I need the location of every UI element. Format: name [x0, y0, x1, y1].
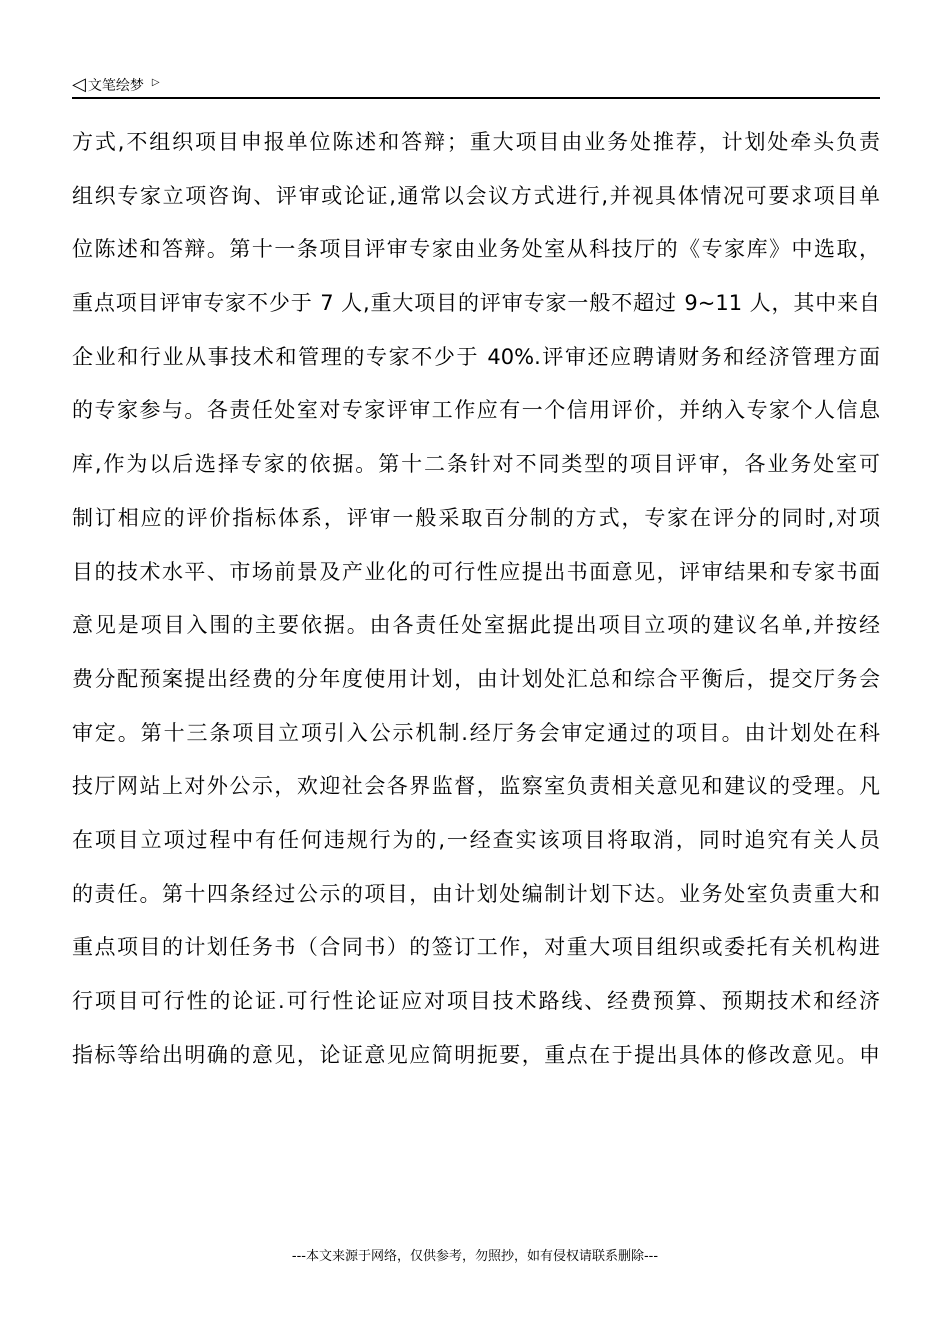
- page-header: [72, 72, 880, 98]
- body-line: 在项目立项过程中有任何违规行为的,一经查实该项目将取消，同时追究有关人员: [72, 827, 880, 852]
- body-line: 位陈述和答辩。第十一条项目评审专家由业务处室从科技厅的《专家库》中选取，: [72, 237, 880, 262]
- body-line: 重点项目评审专家不少于 7 人,重大项目的评审专家一般不超过 9~11 人，其中来自: [72, 291, 880, 316]
- body-line: 审定。第十三条项目立项引入公示机制.经厅务会审定通过的项目。由计划处在科: [72, 720, 880, 745]
- header-brand: 文笔绘梦: [87, 78, 144, 94]
- body-line: 行项目可行性的论证.可行性论证应对项目技术路线、经费预算、预期技术和经济: [72, 989, 880, 1013]
- document-body: [72, 116, 880, 1082]
- triangle-right-icon: ▷: [151, 76, 160, 88]
- body-line: 制订相应的评价指标体系，评审一般采取百分制的方式，专家在评分的同时,对项: [72, 505, 880, 530]
- body-line: 库,作为以后选择专家的依据。第十二条针对不同类型的项目评审，各业务处室可: [72, 452, 880, 477]
- body-line: 的责任。第十四条经过公示的项目，由计划处编制计划下达。业务处室负责重大和: [72, 881, 880, 906]
- body-line: 方式,不组织项目申报单位陈述和答辩；重大项目由业务处推荐，计划处牵头负责: [72, 130, 880, 154]
- body-line: 意见是项目入围的主要依据。由各责任处室据此提出项目立项的建议名单,并按经: [72, 613, 880, 638]
- body-line: 目的技术水平、市场前景及产业化的可行性应提出书面意见，评审结果和专家书面: [72, 559, 880, 584]
- body-line: 技厅网站上对外公示，欢迎社会各界监督，监察室负责相关意见和建议的受理。凡: [72, 774, 880, 799]
- page-footer: ---本文来源于网络，仅供参考，勿照抄，如有侵权请联系删除---: [291, 1249, 659, 1264]
- header-divider: [72, 97, 880, 99]
- body-line: 组织专家立项咨询、评审或论证,通常以会议方式进行,并视具体情况可要求项目单: [72, 183, 880, 208]
- body-line: 指标等给出明确的意见，论证意见应简明扼要，重点在于提出具体的修改意见。申: [72, 1042, 880, 1067]
- body-line: 企业和行业从事技术和管理的专家不少于 40%.评审还应聘请财务和经济管理方面: [72, 344, 880, 369]
- body-line: 费分配预案提出经费的分年度使用计划，由计划处汇总和综合平衡后，提交厅务会: [72, 666, 880, 691]
- triangle-left-icon: ◁: [72, 74, 86, 95]
- body-line: 重点项目的计划任务书（合同书）的签订工作，对重大项目组织或委托有关机构进: [72, 935, 880, 960]
- body-line: 的专家参与。各责任处室对专家评审工作应有一个信用评价，并纳入专家个人信息: [72, 398, 880, 423]
